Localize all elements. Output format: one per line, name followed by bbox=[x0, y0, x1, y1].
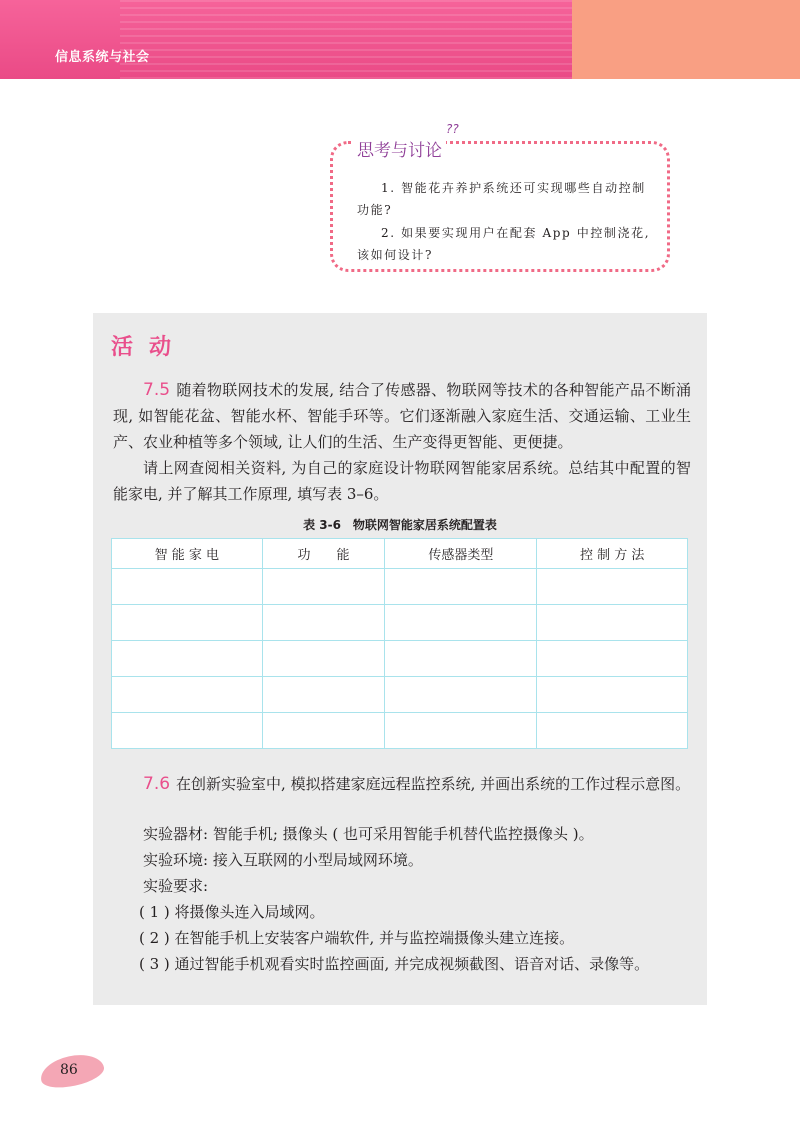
col-function: 功 能 bbox=[262, 539, 385, 569]
page-header bbox=[0, 0, 800, 79]
table-cell[interactable] bbox=[262, 605, 385, 641]
activity-7-5-instruction: 请上网查阅相关资料, 为自己的家庭设计物联网智能家居系统。总结其中配置的智能家电, 并了解其工作原理, 填写表 3–6。 bbox=[113, 459, 691, 503]
question-2-line-2: 该如何设计? bbox=[357, 248, 434, 262]
table-cell[interactable] bbox=[112, 713, 263, 749]
table-cell[interactable] bbox=[537, 677, 688, 713]
header-peach-band bbox=[572, 0, 800, 79]
requirements-label: 实验要求: bbox=[143, 877, 209, 895]
table-cell[interactable] bbox=[385, 641, 537, 677]
table-cell[interactable] bbox=[262, 641, 385, 677]
table-caption: 表 3-6 物联网智能家居系统配置表 bbox=[303, 518, 497, 532]
activity-section bbox=[93, 313, 707, 1005]
table-cell[interactable] bbox=[537, 713, 688, 749]
activity-7-6-paragraph bbox=[113, 771, 691, 797]
table-cell[interactable] bbox=[537, 569, 688, 605]
think-discuss-box bbox=[330, 122, 670, 272]
chapter-title: 信息系统与社会 bbox=[55, 50, 150, 65]
requirement-3: ( 3 ) 通过智能手机观看实时监控画面, 并完成视频截图、语音对话、录像等。 bbox=[139, 955, 650, 973]
table-row bbox=[112, 641, 688, 677]
activity-7-6-text: 在创新实验室中, 模拟搭建家庭远程监控系统, 并画出系统的工作过程示意图。 bbox=[176, 775, 691, 793]
header-code-texture bbox=[120, 0, 572, 79]
col-appliance: 智 能 家 电 bbox=[112, 539, 263, 569]
table-row bbox=[112, 713, 688, 749]
think-discuss-title: 思考与讨论 bbox=[353, 136, 446, 161]
table-cell[interactable] bbox=[537, 605, 688, 641]
requirement-2: ( 2 ) 在智能手机上安装客户端软件, 并与监控端摄像头建立连接。 bbox=[139, 929, 575, 947]
table-cell[interactable] bbox=[112, 641, 263, 677]
activity-title: 活动 bbox=[111, 335, 188, 360]
config-table bbox=[111, 538, 688, 749]
table-cell[interactable] bbox=[537, 641, 688, 677]
requirement-1: ( 1 ) 将摄像头连入局域网。 bbox=[139, 903, 325, 921]
question-marks-icon: ?? bbox=[446, 122, 459, 136]
table-cell[interactable] bbox=[262, 713, 385, 749]
table-cell[interactable] bbox=[385, 713, 537, 749]
activity-7-5-number: 7.5 bbox=[143, 380, 171, 400]
question-1-line-1: 1. 智能花卉养护系统还可实现哪些自动控制 bbox=[381, 181, 646, 195]
table-cell[interactable] bbox=[385, 569, 537, 605]
activity-7-5-paragraph bbox=[113, 377, 691, 455]
table-row bbox=[112, 569, 688, 605]
equipment-line: 实验器材: 智能手机; 摄像头 ( 也可采用智能手机替代监控摄像头 )。 bbox=[143, 825, 594, 843]
table-row bbox=[112, 677, 688, 713]
question-2-line-1: 2. 如果要实现用户在配套 App 中控制浇花, bbox=[381, 226, 651, 240]
header-pink-band bbox=[0, 0, 572, 79]
table-cell[interactable] bbox=[112, 605, 263, 641]
page-number: 86 bbox=[60, 1062, 78, 1078]
col-sensor-type: 传感器类型 bbox=[385, 539, 537, 569]
table-cell[interactable] bbox=[112, 677, 263, 713]
table-row bbox=[112, 605, 688, 641]
table-cell[interactable] bbox=[385, 677, 537, 713]
table-cell[interactable] bbox=[112, 569, 263, 605]
environment-line: 实验环境: 接入互联网的小型局域网环境。 bbox=[143, 851, 423, 869]
question-1-line-2: 功能? bbox=[357, 203, 393, 217]
table-cell[interactable] bbox=[262, 569, 385, 605]
table-cell[interactable] bbox=[262, 677, 385, 713]
activity-7-6-number: 7.6 bbox=[143, 774, 171, 794]
table-cell[interactable] bbox=[385, 605, 537, 641]
activity-7-5-text: 随着物联网技术的发展, 结合了传感器、物联网等技术的各种智能产品不断涌现, 如智能花盆、智能水杯、智能手环等。它们逐渐融入家庭生活、交通运输、工业生产、农业种植等多个领域, 让人们的生活、生产变得更智能、更便捷。 bbox=[113, 381, 691, 451]
col-control-method: 控 制 方 法 bbox=[537, 539, 688, 569]
table-header-row bbox=[112, 539, 688, 569]
